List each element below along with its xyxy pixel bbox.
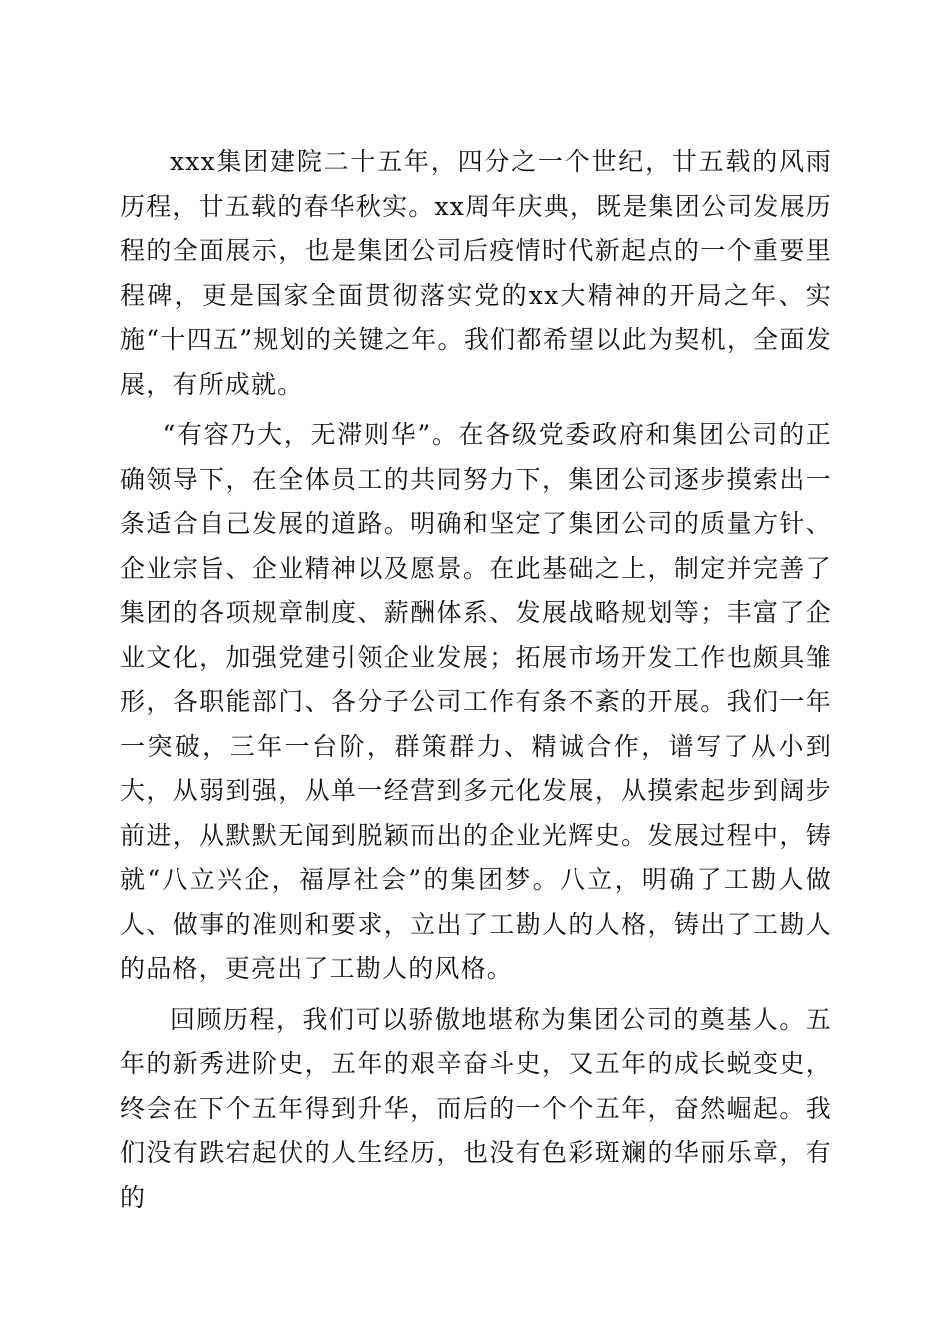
paragraph-1: xxx集团建院二十五年，四分之一个世纪，廿五载的风雨历程，廿五载的春华秋实。xx周年庆典，既是集团公司发展历程的全面展示，也是集团公司后疫情时代新起点的一个重要里程碑，更是国家全面贯彻落实党的xx大精神的开局之年、实施“十四五”规划的关键之年。我们都希望以此为契机，全面发展，有所成就。 <box>120 147 832 399</box>
paragraph-2: “有容乃大，无滞则华”。在各级党委政府和集团公司的正确领导下，在全体员工的共同努力下，集团公司逐步摸索出一条适合自己发展的道路。明确和坚定了集团公司的质量方针、企业宗旨、企业精神以及愿景。在此基础之上，制定并完善了集团的各项规章制度、薪酬体系、发展战略规划等；丰富了企业文化，加强党建引领企业发展；拓展市场开发工作也颇具雏形，各职能部门、各分子公司工作有条不紊的开展。我们一年一突破，三年一台阶，群策群力、精诚合作，谱写了从小到大，从弱到强，从单一经营到多元化发展，从摸索起步到阔步前进，从默默无闻到脱颖而出的企业光辉史。发展过程中，铸就“八立兴企，福厚社会”的集团梦。八立，明确了工勘人做人、做事的准则和要求，立出了工勘人的人格，铸出了工勘人的品格，更亮出了工勘人的风格。 <box>120 420 832 983</box>
paragraph-3: 回顾历程，我们可以骄傲地堪称为集团公司的奠基人。五年的新秀进阶史，五年的艰辛奋斗史，又五年的成长蜕变史，终会在下个五年得到升华，而后的一个个五年，奋然崛起。我们没有跌宕起伏的人生经历，也没有色彩斑斓的华丽乐章，有的 <box>120 1004 832 1212</box>
document-body <box>120 140 832 1226</box>
